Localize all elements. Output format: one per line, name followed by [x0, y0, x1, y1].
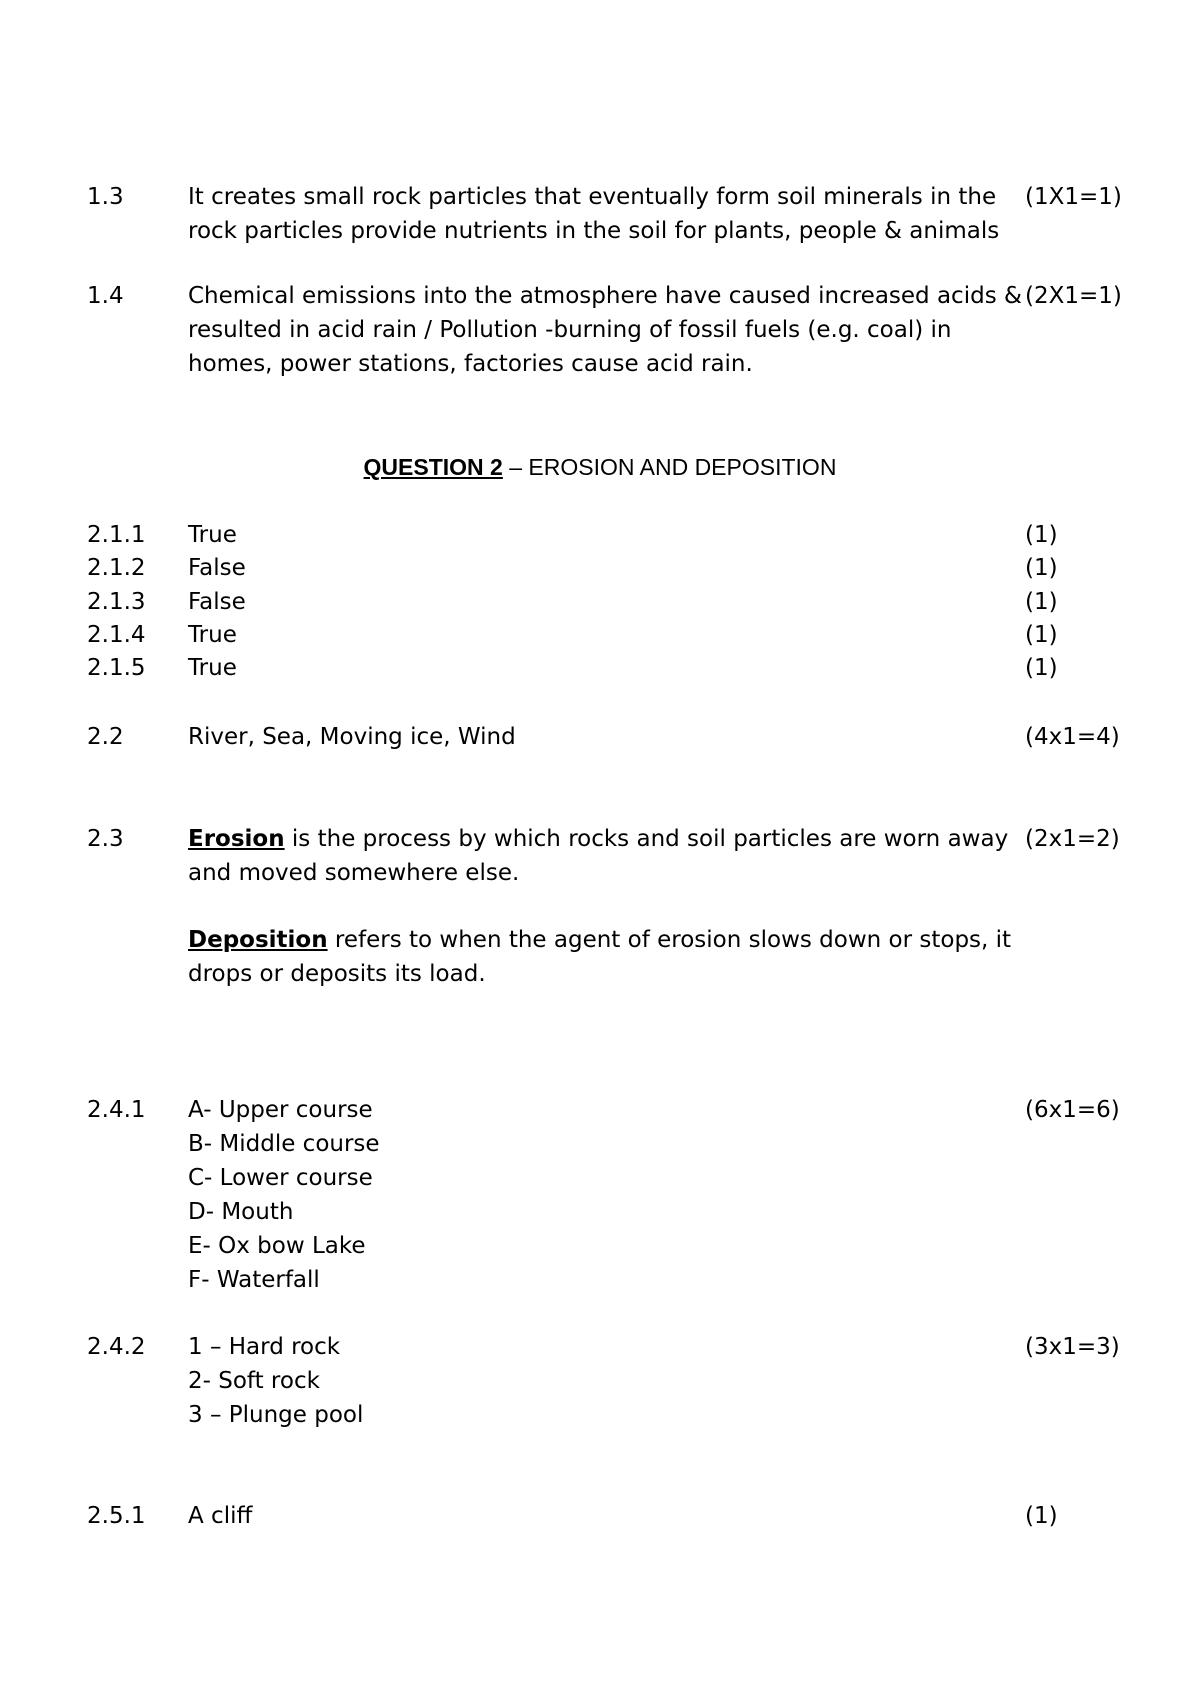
marks: (1) [1025, 1503, 1058, 1529]
answer-text [188, 1330, 998, 1432]
answer-line: F- Waterfall [188, 1267, 320, 1293]
question-number: 1.3 [87, 184, 124, 210]
question-number: 2.4.1 [87, 1097, 146, 1123]
question-number: 2.1.1 [87, 522, 146, 548]
question-number: 2.1.4 [87, 622, 146, 648]
answer-line: homes, power stations, factories cause acid rain. [188, 351, 753, 377]
marks: (3x1=3) [1025, 1334, 1120, 1360]
answer-line: D- Mouth [188, 1199, 294, 1225]
marks: (2x1=2) [1025, 826, 1120, 852]
question-number: 2.2 [87, 724, 124, 750]
deposition-term: Deposition [188, 927, 328, 953]
answer-text [188, 923, 1012, 991]
answer-line: False [188, 589, 246, 615]
marks: (1) [1025, 555, 1058, 581]
answer-line: E- Ox bow Lake [188, 1233, 366, 1259]
answer-line: Chemical emissions into the atmosphere have caused increased acids & [188, 283, 1022, 309]
answer-line: drops or deposits its load. [188, 961, 486, 987]
marks: (2X1=1) [1025, 283, 1122, 309]
answer-line: River, Sea, Moving ice, Wind [188, 724, 516, 750]
erosion-definition: is the process by which rocks and soil particles are worn away [284, 826, 1009, 852]
deposition-definition: refers to when the agent of erosion slows down or stops, it [327, 927, 1012, 953]
answer-line [188, 822, 1009, 856]
answer-line: True [188, 655, 237, 681]
answer-text [188, 279, 1022, 381]
question-number: 2.1.3 [87, 589, 146, 615]
answer-line: 2- Soft rock [188, 1368, 320, 1394]
question-number: 2.1.5 [87, 655, 146, 681]
answer-line [188, 923, 1012, 957]
heading-question-label: QUESTION 2 [363, 454, 503, 480]
marks: (1X1=1) [1025, 184, 1122, 210]
answer-text [188, 180, 998, 248]
answer-line: A- Upper course [188, 1097, 373, 1123]
answer-line: resulted in acid rain / Pollution -burning of fossil fuels (e.g. coal) in [188, 317, 952, 343]
question-number: 2.3 [87, 826, 124, 852]
marks: (1) [1025, 522, 1058, 548]
erosion-term: Erosion [188, 826, 285, 852]
question-number: 2.1.2 [87, 555, 146, 581]
answer-text [188, 1093, 998, 1297]
answer-line: B- Middle course [188, 1131, 380, 1157]
answer-line: True [188, 622, 237, 648]
answer-line: It creates small rock particles that eventually form soil minerals in the [188, 184, 997, 210]
section-heading [0, 450, 1200, 484]
question-number: 2.5.1 [87, 1503, 146, 1529]
answer-line: False [188, 555, 246, 581]
answer-line: True [188, 522, 237, 548]
answer-line: 3 – Plunge pool [188, 1402, 364, 1428]
answer-line: A cliff [188, 1503, 253, 1529]
marks: (1) [1025, 622, 1058, 648]
marks: (1) [1025, 655, 1058, 681]
answer-line: C- Lower course [188, 1165, 373, 1191]
heading-topic: – EROSION AND DEPOSITION [502, 454, 837, 480]
marks: (6x1=6) [1025, 1097, 1120, 1123]
answer-line: rock particles provide nutrients in the soil for plants, people & animals [188, 218, 1000, 244]
question-number: 2.4.2 [87, 1334, 146, 1360]
marks: (4x1=4) [1025, 724, 1120, 750]
answer-line: and moved somewhere else. [188, 860, 520, 886]
question-number: 1.4 [87, 283, 124, 309]
marks: (1) [1025, 589, 1058, 615]
answer-text [188, 822, 1009, 890]
answer-line: 1 – Hard rock [188, 1334, 341, 1360]
